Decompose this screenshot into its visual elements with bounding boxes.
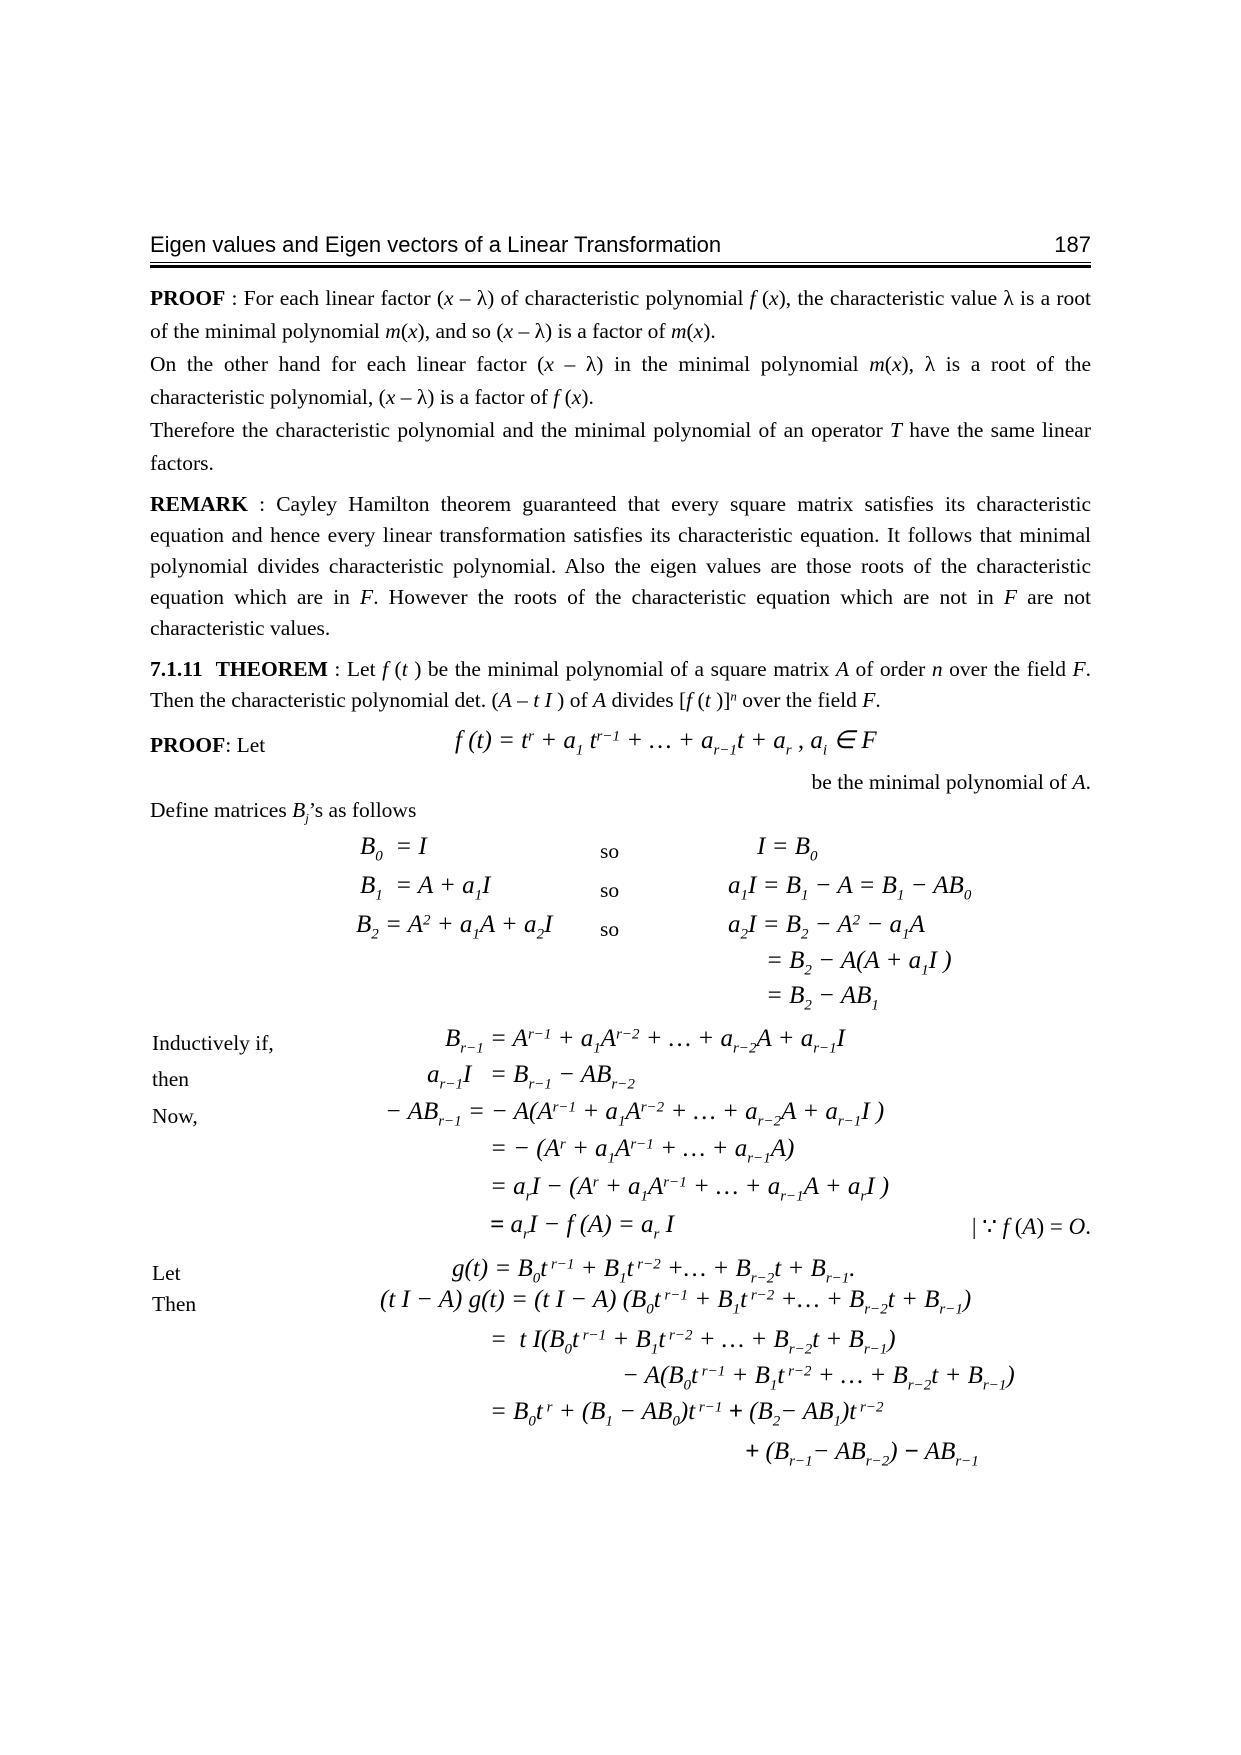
deriv-line-8: (t I − A) g(t) = (t I − A) ($B_0t$ $^{r-1} + B_1t$ $^{r-2}$ +… + $B_{r-2}t + B_{r-1}$) [380,1286,972,1318]
theorem-paragraph: 7.1.11 THEOREM : Let f (t ) be the minimal polynomial of a square matrix A of order n over the field F. Then the characteristic polynomial det. (A – t I ) of A divides [f (t )]$^n$ over the field F. [150,657,1091,712]
deriv-line-2: $a_{r-1}I = B_{r-1} - AB_{r-2}$ [427,1061,635,1093]
deriv-line-10: − $A(B_0t$ $^{r-1} + B_1t$ $^{r-2}$ + … + $B_{r-2}t + B_{r-1}$) [622,1362,1015,1394]
page-header [150,232,1091,258]
bj-right-equation: $I = B_0$ [757,833,818,865]
deriv-line-3: − $AB_{r-1}$ = − $A(A^{r-1} + a_1A^{r-2}$ + … + $a_{r-2}A + a_{r-1}I$ ) [385,1098,885,1130]
bj-cont-equation-1: = $B_2 - A(A + a_1I$ ) [766,947,952,979]
define-matrices-line: Define matrices $B_j’s$ as follows [150,798,417,826]
header-rule-thick [150,265,1091,268]
deriv-line-11: = $B_0t$ $^r + (B_1 - AB_0)t$ $^{r-1} + (B_2- AB_1)t$ $^{r-2}$ [490,1398,884,1430]
page-number: 187 [1054,232,1091,257]
proof-seg-3: Therefore the characteristic polynomial and the minimal polynomial of an operator T have the same linear factors. [150,418,1091,475]
deriv-line-1: $B_{r-1} = A^{r-1} + a_1A^{r-2}$ + … + $a_{r-2}A + a_{r-1}I$ [445,1025,845,1057]
header-rule [150,262,1091,268]
header-rule-thin [150,262,1091,263]
minimal-poly-equation: f $(t) = t^r + a_1$ $t^{r-1}$ + … + $a_{r-1}t + a_r$ , $a_i$ ∈ F [455,727,877,759]
proof-paragraph [150,282,1091,480]
deriv-line-9: = t $I(B_0t$ $^{r-1} + B_1t$ $^{r-2}$ + … + $B_{r-2}t + B_{r-1}$) [490,1326,896,1358]
remark-paragraph: REMARK : Cayley Hamilton theorem guaranteed that every square matrix satisfies its characteristic equation and hence every linear transformation satisfies its characteristic equation. It follows that minimal polynomial divides characteristic polynomial. Also the eigen values are those roots of the characteristic equation which are in F. However the roots of the characteristic equation which are not in F are not characteristic values. [150,492,1092,640]
bj-left-equation: $B_2 = A^2 + a_1A + a_2I$ [356,911,553,943]
then2-label: Then [152,1292,197,1316]
so-connector: so [600,839,620,863]
deriv-line-12: + $(B_{r-1}- AB_{r-2}) - AB_{r-1}$ [745,1438,979,1470]
deriv-line-6: = $a_rI - f$ $(A) = a_r$ I [490,1211,674,1243]
then-label: then [152,1067,190,1091]
deriv-line-4: = − ($A^r + a_1A^{r-1}$ + … + $a_{r-1}A$) [490,1135,795,1167]
bj-cont-equation-2: = $B_2 - AB_1$ [766,982,879,1014]
deriv-line-5: = $a_rI - (A^r + a_1A^{r-1}$ + … + $a_{r-1}A + a_rI$ ) [490,1173,890,1205]
because-note: | ∵ f (A) = O. [971,1214,1091,1239]
running-head-title: Eigen values and Eigen vectors of a Linear Transformation [150,232,722,257]
deriv-line-7: $g(t) = B_0t$ $^{r-1} + B_1t$ $^{r-2}$ +… + $B_{r-2}t + B_{r-1}$. [452,1255,856,1287]
proof-seg-2: On the other hand for each linear factor (x – λ) in the minimal polynomial m(x), λ is a root of the characteristic polynomial, (x – λ) is a factor of f (x). [150,352,1092,409]
proof-let-label: PROOF: Let [150,733,266,757]
so-connector: so [600,917,620,941]
inductively-label: Inductively if, [152,1031,274,1055]
bj-left-equation: $B_1 = A + a_1I$ [360,872,491,904]
bj-right-equation: $a_2I = B_2 - A^2 - a_1A$ [728,911,925,943]
bj-left-equation: $B_0 = I$ [360,833,427,865]
be-minimal-note: be the minimal polynomial of A. [811,770,1091,794]
so-connector: so [600,878,620,902]
now-label: Now, [152,1104,198,1128]
let-label: Let [152,1261,181,1285]
bj-right-equation: $a_1I = B_1 - A = B_1 - AB_0$ [728,872,972,904]
proof-seg-1: PROOF : For each linear factor (x – λ) of characteristic polynomial f (x), the characteristic value λ is a root of the minimal polynomial m(x), and so (x – λ) is a factor of m(x). [150,286,1091,343]
